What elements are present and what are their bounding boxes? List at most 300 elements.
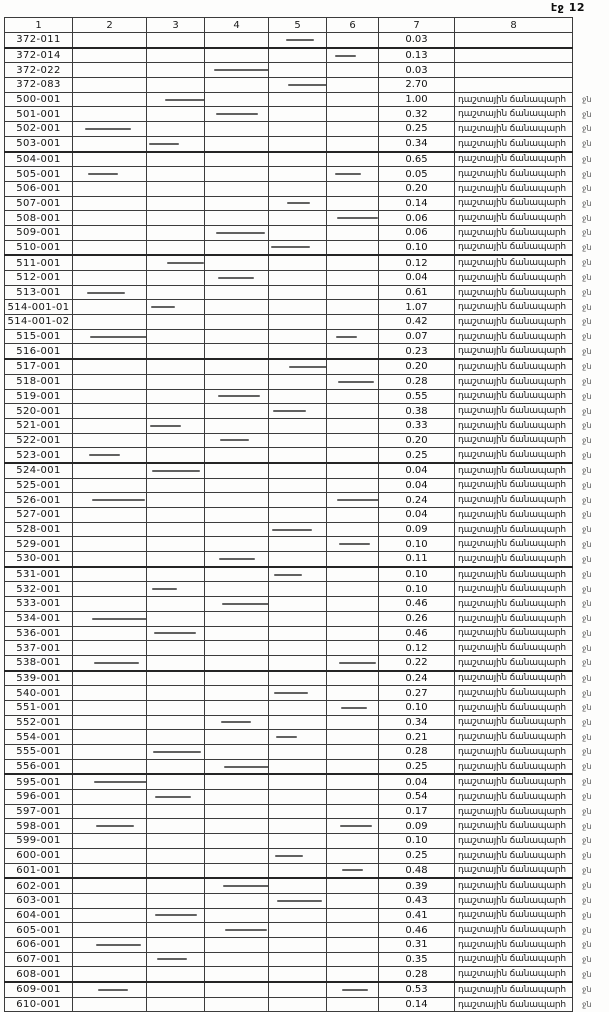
margin-fragment: ջն — [582, 673, 592, 683]
parcel-code-cell: 530-001 — [5, 552, 73, 567]
scan-smudge — [214, 69, 268, 71]
scan-smudge — [274, 692, 308, 694]
empty-cell-col6 — [327, 700, 379, 715]
header-cell-col5: 5 — [269, 18, 327, 33]
scan-smudge — [288, 84, 327, 86]
empty-cell-col3 — [147, 136, 205, 151]
table-row — [5, 344, 609, 359]
empty-cell-col5 — [269, 107, 327, 122]
area-value-cell: 0.54 — [379, 790, 455, 805]
empty-cell-col5 — [269, 671, 327, 686]
empty-cell-col5 — [269, 359, 327, 374]
empty-cell-col4 — [205, 597, 269, 612]
scan-smudge — [94, 781, 147, 783]
empty-cell-col2 — [73, 122, 147, 137]
empty-cell-col6 — [327, 225, 379, 240]
empty-cell-col2 — [73, 923, 147, 938]
scan-smudge — [220, 439, 249, 441]
area-value-cell: 0.25 — [379, 759, 455, 774]
parcel-code-cell: 508-001 — [5, 211, 73, 226]
area-value-cell: 0.07 — [379, 329, 455, 344]
empty-cell-col4 — [205, 285, 269, 300]
empty-cell-col2 — [73, 848, 147, 863]
scan-smudge — [272, 529, 312, 531]
empty-cell-col3 — [147, 982, 205, 997]
margin-fragment: ջն — [582, 910, 592, 920]
area-value-cell: 0.26 — [379, 611, 455, 626]
scan-smudge — [276, 736, 298, 738]
parcel-code-cell: 603-001 — [5, 893, 73, 908]
margin-fragment: ջն — [582, 747, 592, 757]
empty-cell-col2 — [73, 730, 147, 745]
scan-smudge — [155, 796, 191, 798]
empty-cell-col4 — [205, 908, 269, 923]
empty-cell-col5 — [269, 315, 327, 330]
empty-cell-col5 — [269, 552, 327, 567]
empty-cell-col6 — [327, 374, 379, 389]
empty-cell-col5 — [269, 893, 327, 908]
margin-fragment: ջն — [582, 569, 592, 579]
parcel-code-cell: 554-001 — [5, 730, 73, 745]
empty-cell-col5 — [269, 122, 327, 137]
scan-smudge — [222, 603, 269, 605]
empty-cell-col5 — [269, 344, 327, 359]
table-row — [5, 700, 609, 715]
land-use-cell: դաշտային ճանապարհ — [455, 804, 573, 819]
table-row — [5, 196, 609, 211]
empty-cell-col2 — [73, 315, 147, 330]
table-row — [5, 389, 609, 404]
empty-cell-col6 — [327, 671, 379, 686]
empty-cell-col3 — [147, 508, 205, 523]
table-row — [5, 686, 609, 701]
land-use-cell: դաշտային ճանապարհ — [455, 893, 573, 908]
empty-cell-col3 — [147, 790, 205, 805]
table-row — [5, 374, 609, 389]
table-row — [5, 582, 609, 597]
scan-smudge — [337, 217, 378, 219]
empty-cell-col6 — [327, 863, 379, 878]
area-value-cell: 0.46 — [379, 923, 455, 938]
land-use-cell: դաշտային ճանապարհ — [455, 240, 573, 255]
empty-cell-col4 — [205, 33, 269, 48]
area-value-cell: 0.23 — [379, 344, 455, 359]
empty-cell-col2 — [73, 552, 147, 567]
empty-cell-col5 — [269, 463, 327, 478]
area-value-cell: 0.03 — [379, 33, 455, 48]
empty-cell-col4 — [205, 225, 269, 240]
margin-fragment: ջն — [582, 954, 592, 964]
empty-cell-col2 — [73, 745, 147, 760]
scan-smudge — [157, 958, 187, 960]
empty-cell-col5 — [269, 908, 327, 923]
empty-cell-col3 — [147, 804, 205, 819]
empty-cell-col4 — [205, 271, 269, 286]
scan-smudge — [340, 825, 371, 827]
empty-cell-col5 — [269, 448, 327, 463]
margin-fragment: ջն — [582, 688, 592, 698]
empty-cell-col2 — [73, 418, 147, 433]
margin-fragment: ջն — [582, 985, 592, 995]
empty-cell-col2 — [73, 611, 147, 626]
margin-fragment: ջն — [582, 940, 592, 950]
empty-cell-col4 — [205, 848, 269, 863]
land-use-cell: դաշտային ճանապարհ — [455, 611, 573, 626]
empty-cell-col2 — [73, 493, 147, 508]
margin-fragment: ջն — [582, 881, 592, 891]
empty-cell-col2 — [73, 834, 147, 849]
scan-smudge — [219, 558, 255, 560]
empty-cell-col5 — [269, 389, 327, 404]
area-value-cell: 0.14 — [379, 196, 455, 211]
parcel-code-cell: 597-001 — [5, 804, 73, 819]
empty-cell-col2 — [73, 522, 147, 537]
empty-cell-col3 — [147, 181, 205, 196]
empty-cell-col3 — [147, 552, 205, 567]
margin-fragment: ջն — [582, 762, 592, 772]
empty-cell-col2 — [73, 878, 147, 893]
table-row — [5, 567, 609, 582]
land-use-cell: դաշտային ճանապարհ — [455, 359, 573, 374]
table-row — [5, 78, 609, 93]
empty-cell-col4 — [205, 240, 269, 255]
empty-cell-col4 — [205, 745, 269, 760]
empty-cell-col6 — [327, 122, 379, 137]
parcel-code-cell: 515-001 — [5, 329, 73, 344]
empty-cell-col6 — [327, 448, 379, 463]
table-row — [5, 893, 609, 908]
scan-smudge — [152, 588, 177, 590]
empty-cell-col2 — [73, 329, 147, 344]
empty-cell-col3 — [147, 329, 205, 344]
land-use-cell: դաշտային ճանապարհ — [455, 834, 573, 849]
empty-cell-col5 — [269, 923, 327, 938]
header-cell-col2: 2 — [73, 18, 147, 33]
parcel-code-cell: 525-001 — [5, 478, 73, 493]
empty-cell-col5 — [269, 745, 327, 760]
land-use-cell: դաշտային ճանապարհ — [455, 271, 573, 286]
margin-fragment: ջն — [582, 851, 592, 861]
empty-cell-col2 — [73, 893, 147, 908]
empty-cell-col3 — [147, 952, 205, 967]
scan-smudge — [286, 39, 314, 41]
area-value-cell: 0.10 — [379, 700, 455, 715]
empty-cell-col3 — [147, 537, 205, 552]
empty-cell-col6 — [327, 745, 379, 760]
empty-cell-col6 — [327, 196, 379, 211]
empty-cell-col5 — [269, 878, 327, 893]
land-use-cell: դաշտային ճանապարհ — [455, 923, 573, 938]
empty-cell-col2 — [73, 33, 147, 48]
area-value-cell: 0.10 — [379, 582, 455, 597]
scan-smudge — [167, 262, 204, 264]
empty-cell-col3 — [147, 225, 205, 240]
table-row — [5, 834, 609, 849]
empty-cell-col3 — [147, 715, 205, 730]
empty-cell-col2 — [73, 225, 147, 240]
parcel-code-cell: 520-001 — [5, 404, 73, 419]
area-value-cell: 1.00 — [379, 92, 455, 107]
margin-fragment: ջն — [582, 584, 592, 594]
land-use-cell: դաշտային ճանապարհ — [455, 418, 573, 433]
parcel-code-cell: 609-001 — [5, 982, 73, 997]
empty-cell-col3 — [147, 448, 205, 463]
area-value-cell: 0.10 — [379, 567, 455, 582]
parcel-code-cell: 526-001 — [5, 493, 73, 508]
margin-fragment — [573, 48, 609, 63]
margin-fragment: ջն — [582, 228, 592, 238]
margin-fragment: ջն — [582, 258, 592, 268]
parcel-code-cell: 509-001 — [5, 225, 73, 240]
area-value-cell: 0.10 — [379, 537, 455, 552]
empty-cell-col2 — [73, 240, 147, 255]
empty-cell-col3 — [147, 686, 205, 701]
empty-cell-col5 — [269, 967, 327, 982]
margin-fragment — [573, 33, 609, 48]
land-use-cell — [455, 63, 573, 78]
land-use-cell: դաշտային ճանապարհ — [455, 790, 573, 805]
area-value-cell: 0.35 — [379, 952, 455, 967]
table-row — [5, 522, 609, 537]
margin-fragment: ջն — [582, 495, 592, 505]
empty-cell-col6 — [327, 493, 379, 508]
empty-cell-col5 — [269, 181, 327, 196]
table-row — [5, 225, 609, 240]
land-use-cell: դաշտային ճանապարհ — [455, 493, 573, 508]
empty-cell-col2 — [73, 92, 147, 107]
parcel-code-cell: 531-001 — [5, 567, 73, 582]
table-row — [5, 92, 609, 107]
area-value-cell: 0.03 — [379, 63, 455, 78]
empty-cell-col3 — [147, 63, 205, 78]
empty-cell-col6 — [327, 136, 379, 151]
empty-cell-col4 — [205, 730, 269, 745]
empty-cell-col2 — [73, 78, 147, 93]
area-value-cell: 0.04 — [379, 478, 455, 493]
land-use-cell: դաշտային ճանապարհ — [455, 285, 573, 300]
table-row — [5, 804, 609, 819]
empty-cell-col4 — [205, 389, 269, 404]
table-row — [5, 878, 609, 893]
parcel-code-cell: 529-001 — [5, 537, 73, 552]
empty-cell-col6 — [327, 271, 379, 286]
empty-cell-col6 — [327, 567, 379, 582]
empty-cell-col3 — [147, 759, 205, 774]
empty-cell-col2 — [73, 715, 147, 730]
empty-cell-col3 — [147, 404, 205, 419]
empty-cell-col4 — [205, 107, 269, 122]
empty-cell-col4 — [205, 92, 269, 107]
scan-smudge — [342, 989, 368, 991]
parcel-code-cell: 598-001 — [5, 819, 73, 834]
table-row — [5, 730, 609, 745]
scan-smudge — [85, 128, 131, 130]
empty-cell-col4 — [205, 78, 269, 93]
table-row — [5, 448, 609, 463]
empty-cell-col5 — [269, 48, 327, 63]
table-row — [5, 463, 609, 478]
header-cell-col3: 3 — [147, 18, 205, 33]
margin-fragment: ջն — [582, 614, 592, 624]
parcel-code-cell: 521-001 — [5, 418, 73, 433]
empty-cell-col3 — [147, 48, 205, 63]
land-use-cell: դաշտային ճանապարհ — [455, 92, 573, 107]
empty-cell-col2 — [73, 537, 147, 552]
empty-cell-col3 — [147, 655, 205, 670]
margin-fragment: ջն — [582, 317, 592, 327]
area-value-cell: 0.46 — [379, 597, 455, 612]
empty-cell-col5 — [269, 774, 327, 789]
area-value-cell: 0.20 — [379, 433, 455, 448]
empty-cell-col4 — [205, 196, 269, 211]
scan-smudge — [90, 336, 146, 338]
table-row — [5, 908, 609, 923]
empty-cell-col2 — [73, 63, 147, 78]
empty-cell-col3 — [147, 33, 205, 48]
margin-fragment: ջն — [582, 599, 592, 609]
land-parcel-table — [4, 17, 609, 1012]
table-row — [5, 315, 609, 330]
empty-cell-col3 — [147, 834, 205, 849]
scan-smudge — [337, 499, 378, 501]
margin-fragment: ջն — [582, 628, 592, 638]
land-use-cell: դաշտային ճանապարհ — [455, 863, 573, 878]
empty-cell-col5 — [269, 225, 327, 240]
empty-cell-col4 — [205, 671, 269, 686]
parcel-code-cell: 602-001 — [5, 878, 73, 893]
empty-cell-col3 — [147, 597, 205, 612]
empty-cell-col5 — [269, 997, 327, 1012]
empty-cell-col5 — [269, 686, 327, 701]
parcel-code-cell: 372-022 — [5, 63, 73, 78]
empty-cell-col6 — [327, 33, 379, 48]
empty-cell-col5 — [269, 300, 327, 315]
empty-cell-col6 — [327, 478, 379, 493]
table-header-row — [5, 18, 609, 33]
margin-fragment: ջն — [582, 288, 592, 298]
parcel-code-cell: 514-001-01 — [5, 300, 73, 315]
empty-cell-col2 — [73, 463, 147, 478]
empty-cell-col6 — [327, 611, 379, 626]
scan-smudge — [339, 662, 376, 664]
land-use-cell: դաշտային ճանապարհ — [455, 315, 573, 330]
empty-cell-col5 — [269, 848, 327, 863]
table-row — [5, 848, 609, 863]
empty-cell-col6 — [327, 181, 379, 196]
scan-smudge — [224, 766, 269, 768]
margin-fragment: ջն — [582, 821, 592, 831]
empty-cell-col2 — [73, 641, 147, 656]
empty-cell-col4 — [205, 759, 269, 774]
empty-cell-col4 — [205, 982, 269, 997]
empty-cell-col4 — [205, 967, 269, 982]
land-use-cell: դաշտային ճանապարհ — [455, 774, 573, 789]
empty-cell-col5 — [269, 433, 327, 448]
area-value-cell: 0.17 — [379, 804, 455, 819]
empty-cell-col3 — [147, 997, 205, 1012]
land-use-cell: դաշտային ճանապարհ — [455, 671, 573, 686]
area-value-cell: 0.41 — [379, 908, 455, 923]
empty-cell-col4 — [205, 448, 269, 463]
empty-cell-col6 — [327, 967, 379, 982]
empty-cell-col6 — [327, 923, 379, 938]
empty-cell-col3 — [147, 745, 205, 760]
land-use-cell: դաշտային ճանապարհ — [455, 344, 573, 359]
empty-cell-col3 — [147, 671, 205, 686]
scan-smudge — [87, 292, 125, 294]
land-use-cell: դաշտային ճանապարհ — [455, 626, 573, 641]
empty-cell-col3 — [147, 967, 205, 982]
empty-cell-col6 — [327, 359, 379, 374]
empty-cell-col3 — [147, 463, 205, 478]
parcel-code-cell: 517-001 — [5, 359, 73, 374]
parcel-code-cell: 372-014 — [5, 48, 73, 63]
land-use-cell: դաշտային ճանապարհ — [455, 552, 573, 567]
empty-cell-col5 — [269, 418, 327, 433]
parcel-code-cell: 552-001 — [5, 715, 73, 730]
empty-cell-col4 — [205, 359, 269, 374]
table-row — [5, 552, 609, 567]
empty-cell-col4 — [205, 167, 269, 182]
empty-cell-col6 — [327, 626, 379, 641]
area-value-cell: 0.05 — [379, 167, 455, 182]
table-row — [5, 967, 609, 982]
empty-cell-col6 — [327, 686, 379, 701]
empty-cell-col2 — [73, 804, 147, 819]
parcel-code-cell: 538-001 — [5, 655, 73, 670]
table-row — [5, 819, 609, 834]
area-value-cell: 0.10 — [379, 240, 455, 255]
empty-cell-col3 — [147, 478, 205, 493]
empty-cell-col5 — [269, 582, 327, 597]
land-use-cell: դաշտային ճանապարհ — [455, 730, 573, 745]
empty-cell-col5 — [269, 136, 327, 151]
empty-cell-col2 — [73, 374, 147, 389]
empty-cell-col2 — [73, 671, 147, 686]
margin-fragment: ջն — [582, 643, 592, 653]
area-value-cell: 0.09 — [379, 522, 455, 537]
empty-cell-col6 — [327, 433, 379, 448]
empty-cell-col2 — [73, 908, 147, 923]
empty-cell-col4 — [205, 626, 269, 641]
table-row — [5, 478, 609, 493]
margin-fragment: ջն — [582, 169, 592, 179]
margin-fragment: ջն — [582, 717, 592, 727]
parcel-code-cell: 600-001 — [5, 848, 73, 863]
empty-cell-col5 — [269, 404, 327, 419]
margin-fragment — [573, 63, 609, 78]
margin-fragment: ջն — [582, 925, 592, 935]
land-use-cell: դաշտային ճանապարհ — [455, 478, 573, 493]
land-use-cell: դաշտային ճանապարհ — [455, 152, 573, 167]
land-use-cell: դաշտային ճանապարհ — [455, 745, 573, 760]
empty-cell-col3 — [147, 863, 205, 878]
scan-smudge — [336, 336, 357, 338]
empty-cell-col4 — [205, 952, 269, 967]
area-value-cell: 0.12 — [379, 641, 455, 656]
empty-cell-col3 — [147, 285, 205, 300]
parcel-code-cell: 596-001 — [5, 790, 73, 805]
parcel-code-cell: 372-083 — [5, 78, 73, 93]
empty-cell-col2 — [73, 48, 147, 63]
margin-fragment: ջն — [582, 377, 592, 387]
margin-fragment: ջն — [582, 435, 592, 445]
land-use-cell: դաշտային ճանապարհ — [455, 329, 573, 344]
table-row — [5, 597, 609, 612]
parcel-code-cell: 610-001 — [5, 997, 73, 1012]
empty-cell-col3 — [147, 774, 205, 789]
empty-cell-col3 — [147, 567, 205, 582]
